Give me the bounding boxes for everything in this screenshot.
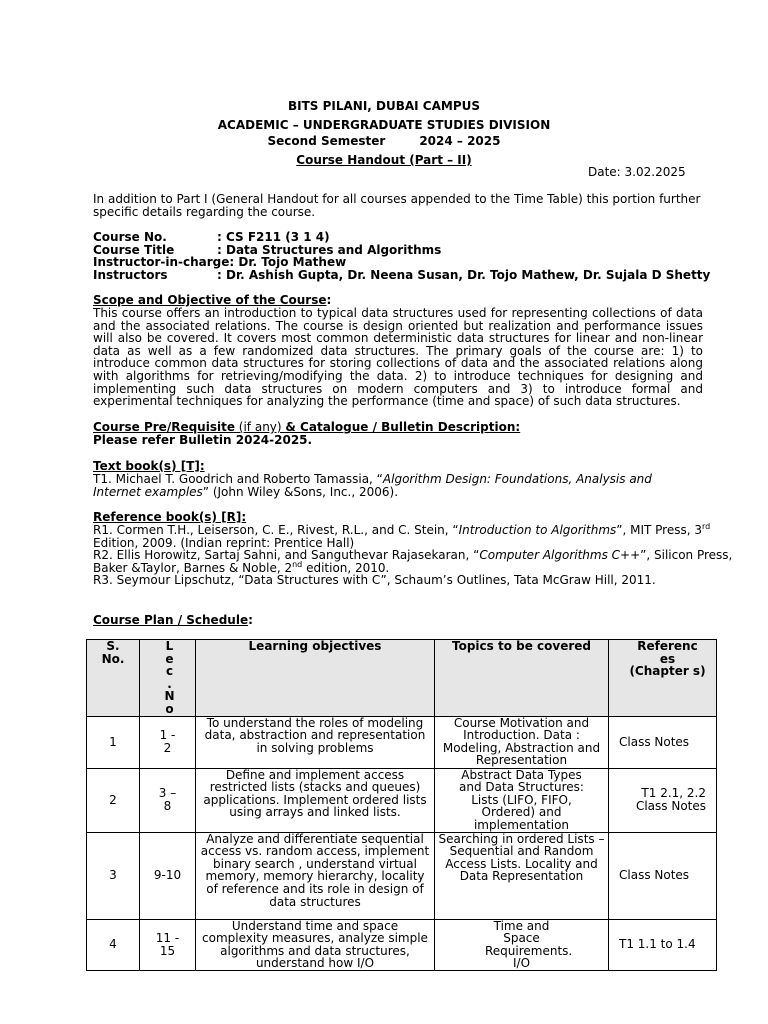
intro-paragraph: In addition to Part I (General Handout for all courses appended to the Time Table) this portion further specific details regarding the course. bbox=[93, 192, 701, 219]
prereq-heading bbox=[93, 421, 703, 434]
instructors: : Dr. Ashish Gupta, Dr. Neena Susan, Dr. Tojo Mathew, Dr. Sujala D Shetty bbox=[217, 267, 711, 282]
r1-title: Introduction to Algorithms bbox=[458, 523, 617, 537]
row-lec: 3 – 8 bbox=[140, 768, 196, 832]
table-row bbox=[87, 768, 717, 832]
row-references: T1 2.1, 2.2 Class Notes bbox=[609, 768, 717, 832]
col-lec: L e c . N o bbox=[140, 640, 196, 717]
semester: Second Semester bbox=[267, 134, 386, 148]
scope-body: This course offers an introduction to typical data structures used for representing collections of data and the associated relations. The course is design oriented but realization and performance issues will also be covered. It covers most common deterministic data structures for linear and non-linear data as well as a few randomized data structures. The primary goals of the course are: 1) to introduce common data structures for storing collections of data and the associated relations along with algorithms for retrieving/modifying the data. 2) to introduce techniques for designing and implementing such data structures on modern computers and 3) to introduce formal and experimental techniques for analyzing the performance (time and space) of such data structures. bbox=[93, 306, 703, 409]
row-objectives: Analyze and differentiate sequential access vs. random access, implement binary search , understand virtual memory, memory hierarchy, locality of reference and its role in design of data structures bbox=[196, 832, 435, 919]
row-references: T1 1.1 to 1.4 bbox=[609, 919, 717, 970]
row-objectives: To understand the roles of modeling data, abstraction and representation in solving problems bbox=[196, 716, 435, 768]
row-references: Class Notes bbox=[609, 716, 717, 768]
row-references: Class Notes bbox=[609, 832, 717, 919]
col-sno: S. No. bbox=[87, 640, 140, 717]
row-sno: 4 bbox=[87, 919, 140, 970]
prereq-heading-a: Course Pre/Requisite bbox=[93, 420, 235, 434]
t1-publisher: ” (John Wiley &Sons, Inc., 2006). bbox=[202, 484, 399, 499]
r2-title: Computer Algorithms C++ bbox=[479, 548, 641, 563]
institution-name: BITS PILANI, DUBAI CAMPUS bbox=[287, 99, 481, 113]
course-no: : CS F211 (3 1 4) bbox=[217, 230, 330, 244]
references-list bbox=[93, 522, 733, 588]
r1-edition: Edition, 2009. (Indian reprint: Prentice Hall) bbox=[93, 535, 355, 550]
plan-heading bbox=[93, 614, 703, 627]
table-header-row bbox=[87, 640, 717, 717]
course-no-label: Course No. bbox=[93, 230, 167, 244]
r2-publisher: ”, Silicon Press, bbox=[640, 548, 733, 563]
row-topics: Abstract Data Types and Data Structures: Lists (LIFO, FIFO, Ordered) and implementation bbox=[435, 768, 609, 832]
row-lec: 11 - 15 bbox=[140, 919, 196, 970]
row-topics: Time and Space Requirements. I/O bbox=[435, 919, 609, 970]
row-sno: 3 bbox=[87, 832, 140, 919]
course-plan-table bbox=[86, 639, 717, 971]
scope-heading-colon: : bbox=[326, 293, 332, 307]
division-name: ACADEMIC – UNDERGRADUATE STUDIES DIVISION bbox=[217, 118, 551, 132]
semester-line bbox=[0, 133, 768, 149]
scope-heading-text: Scope and Objective of the Course bbox=[93, 293, 327, 307]
table-row bbox=[87, 832, 717, 919]
col-references: Referenc es (Chapter s) bbox=[609, 640, 717, 717]
references-heading: Reference book(s) [R]: bbox=[93, 510, 247, 524]
handout-title-text: Course Handout (Part – II) bbox=[296, 153, 472, 167]
course-title-label: Course Title bbox=[93, 242, 175, 257]
plan-heading-text: Course Plan / Schedule bbox=[93, 613, 249, 627]
r2-edition: edition, 2010. bbox=[302, 560, 390, 575]
prereq-heading-b: (if any) bbox=[234, 420, 286, 434]
instructors-label: Instructors bbox=[93, 267, 168, 282]
instructor-in-charge: Instructor-in-charge: Dr. Tojo Mathew bbox=[93, 255, 347, 270]
prereq-line: Please refer Bulletin 2024-2025. bbox=[93, 433, 313, 447]
prereq-heading-c: & Catalogue / Bulletin Description: bbox=[285, 420, 521, 434]
r2-sup: nd bbox=[292, 559, 303, 569]
r1-sup: rd bbox=[702, 522, 711, 531]
row-objectives: Define and implement access restricted lists (stacks and queues) applications. Implement ordered lists using arrays and linked lists. bbox=[196, 768, 435, 832]
table-row bbox=[87, 716, 717, 768]
r2-distributors: Baker &Taylor, Barnes & Noble, 2 bbox=[93, 560, 293, 575]
row-lec: 9-10 bbox=[140, 832, 196, 919]
handout-date: Date: 3.02.2025 bbox=[588, 165, 686, 179]
col-topics: Topics to be covered bbox=[435, 640, 609, 717]
r1-publisher: ”, MIT Press, 3 bbox=[616, 523, 702, 537]
reference-r1 bbox=[93, 522, 711, 537]
row-topics: Course Motivation and Introduction. Data : Modeling, Abstraction and Representation bbox=[435, 716, 609, 768]
row-lec: 1 - 2 bbox=[140, 716, 196, 768]
textbook-t1 bbox=[93, 473, 703, 498]
col-objectives: Learning objectives bbox=[196, 640, 435, 717]
row-topics: Searching in ordered Lists – Sequential and Random Access Lists. Locality and Data Representation bbox=[435, 832, 609, 919]
row-sno: 2 bbox=[87, 768, 140, 832]
row-objectives: Understand time and space complexity measures, analyze simple algorithms and data structures, understand how I/O bbox=[196, 919, 435, 970]
row-sno: 1 bbox=[87, 716, 140, 768]
r1-authors: R1. Cormen T.H., Leiserson, C. E., Rivest, R.L., and C. Stein, “ bbox=[93, 523, 459, 537]
plan-heading-colon: : bbox=[248, 613, 253, 627]
t1-authors: T1. Michael T. Goodrich and Roberto Tamassia, “ bbox=[93, 472, 383, 486]
textbooks-heading: Text book(s) [T]: bbox=[93, 459, 205, 473]
course-info bbox=[93, 230, 711, 282]
table-row bbox=[87, 919, 717, 970]
academic-year: 2024 – 2025 bbox=[419, 134, 501, 148]
course-title: : Data Structures and Algorithms bbox=[217, 242, 442, 257]
t1-title: Algorithm Design: Foundations, Analysis and Internet examples bbox=[93, 472, 652, 499]
r2-authors: R2. Ellis Horowitz, Sartaj Sahni, and Sanguthevar Rajasekaran, “ bbox=[93, 548, 480, 563]
scope-heading bbox=[93, 294, 703, 307]
reference-r3: R3. Seymour Lipschutz, “Data Structures with C”, Schaum’s Outlines, Tata McGraw Hill, 2011. bbox=[93, 573, 656, 588]
